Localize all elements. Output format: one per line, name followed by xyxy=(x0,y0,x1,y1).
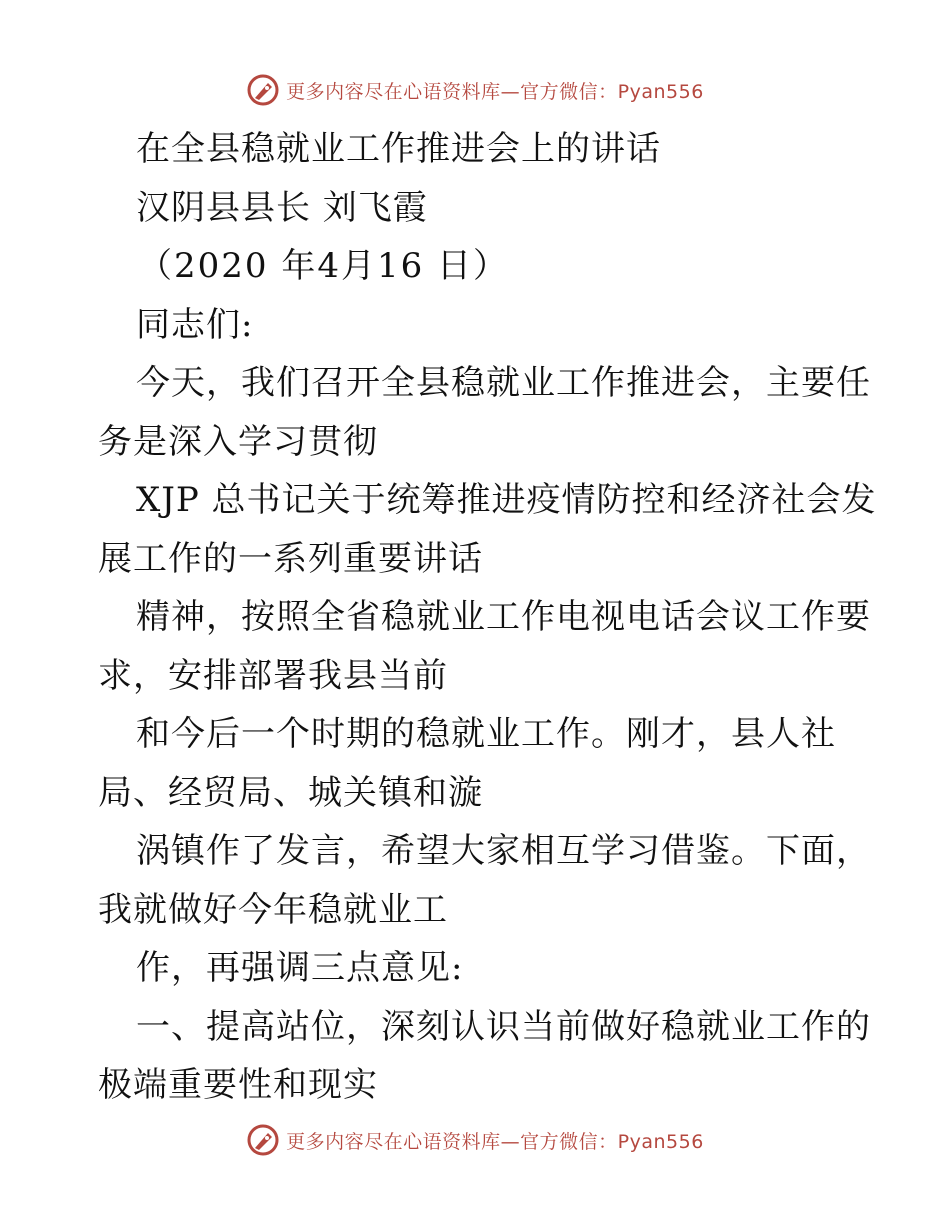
document-author: 汉阴县县长 刘飞霞 xyxy=(136,187,428,228)
body-line: 我就做好今年稳就业工 xyxy=(98,889,448,930)
body-line: 局、经贸局、城关镇和漩 xyxy=(98,772,483,813)
banner-text: 更多内容尽在心语资料库—官方微信：Pyan556 xyxy=(286,80,704,103)
body-line: 和今后一个时期的稳就业工作。刚才，县人社 xyxy=(136,714,836,754)
pen-nib-logo-icon xyxy=(246,1123,280,1157)
section-heading: 一、提高站位，深刻认识当前做好稳就业工作的 xyxy=(136,1006,871,1047)
body-line: XJP 总书记关于统筹推进疫情防控和经济社会发 xyxy=(136,480,877,520)
body-line: 今天，我们召开全县稳就业工作推进会，主要任 xyxy=(136,363,871,403)
section-heading-continued: 极端重要性和现实 xyxy=(98,1065,378,1105)
body-line: 涡镇作了发言，希望大家相互学习借鉴。下面， xyxy=(136,831,871,871)
pen-nib-logo-icon xyxy=(246,73,280,107)
body-line: 作，再强调三点意见: xyxy=(136,948,464,988)
document-title: 在全县稳就业工作推进会上的讲话 xyxy=(136,129,661,169)
body-line: 求，安排部署我县当前 xyxy=(98,655,448,696)
header-banner xyxy=(0,70,950,110)
banner-text: 更多内容尽在心语资料库—官方微信：Pyan556 xyxy=(286,1130,704,1153)
document-body xyxy=(98,120,877,1115)
body-line: 精神，按照全省稳就业工作电视电话会议工作要 xyxy=(136,597,871,637)
footer-banner xyxy=(0,1120,950,1160)
body-line: 展工作的一系列重要讲话 xyxy=(98,538,483,579)
document-date: （2020 年4月16 日） xyxy=(138,246,510,286)
body-line: 务是深入学习贯彻 xyxy=(98,421,378,462)
salutation: 同志们: xyxy=(136,304,254,345)
